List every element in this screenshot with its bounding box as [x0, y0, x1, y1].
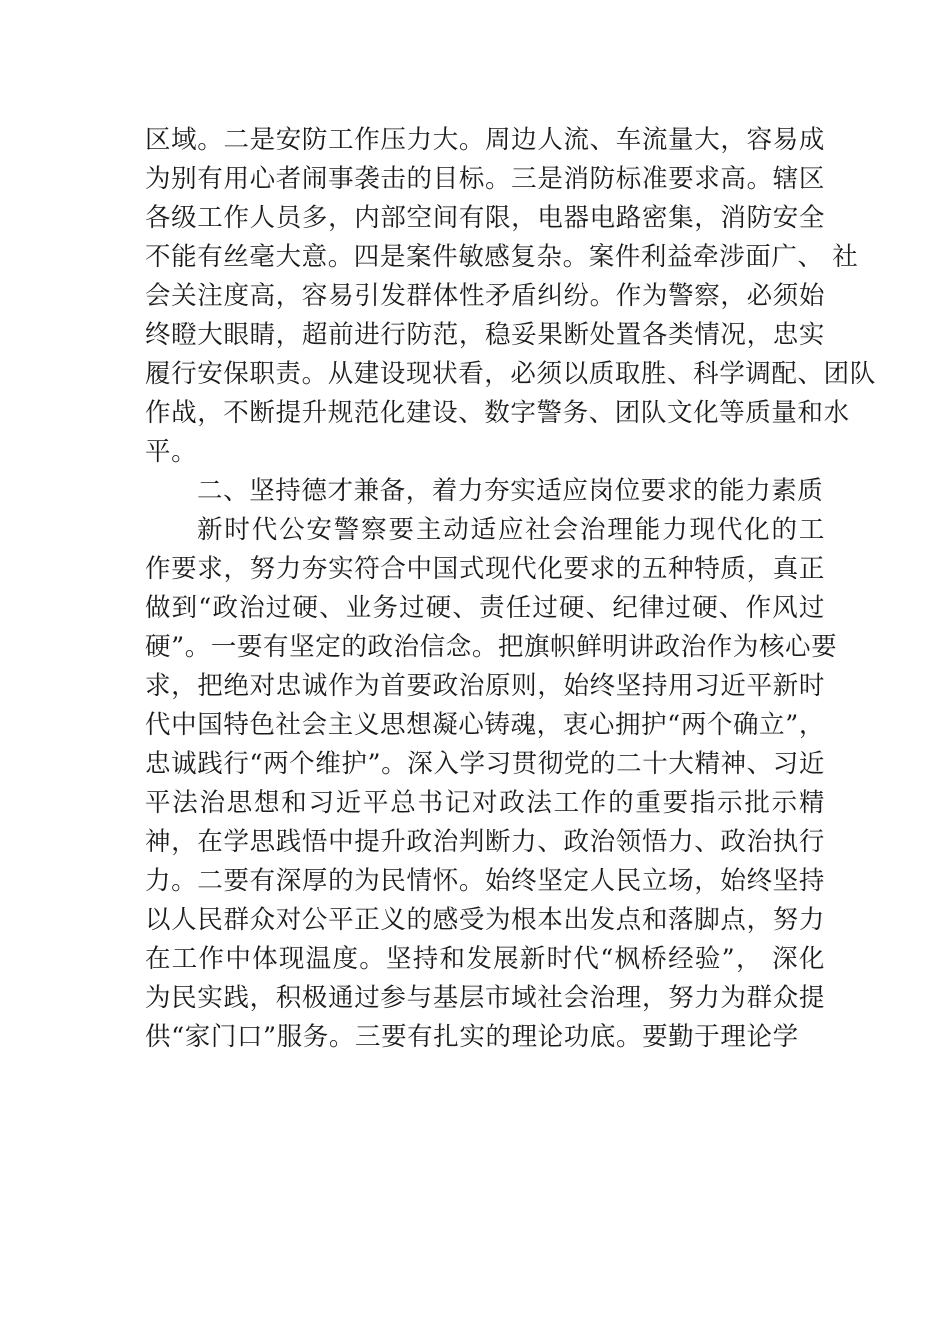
text-line: 硬”。一要有坚定的政治信念。把旗帜鲜明讲政治作为核心要 — [145, 632, 838, 662]
text-line: 为民实践，积极通过参与基层市域社会治理，努力为群众提 — [145, 983, 825, 1013]
text-line: 区域。二是安防工作压力大。周边人流、车流量大，容易成 — [145, 125, 825, 155]
text-line: 各级工作人员多，内部空间有限，电器电路密集，消防安全 — [145, 203, 825, 233]
document-body — [145, 121, 876, 1057]
text-line: 以人民群众对公平正义的感受为根本出发点和落脚点，努力 — [145, 905, 825, 935]
text-line: 神，在学思践悟中提升政治判断力、政治领悟力、政治执行 — [145, 827, 825, 857]
text-line: 作战，不断提升规范化建设、数字警务、团队文化等质量和水 — [145, 398, 850, 428]
text-line: 代中国特色社会主义思想凝心铸魂，衷心拥护“两个确立”， — [145, 710, 825, 740]
text-line: 求，把绝对忠诚作为首要政治原则，始终坚持用习近平新时 — [145, 671, 825, 701]
text-line: 供“家门口”服务。三要有扎实的理论功底。要勤于理论学 — [145, 1022, 799, 1052]
text-line: 不能有丝毫大意。四是案件敏感复杂。案件利益牵涉面广、 社 — [145, 242, 859, 272]
text-line: 力。二要有深厚的为民情怀。始终坚定人民立场，始终坚持 — [145, 866, 825, 896]
text-line: 新时代公安警察要主动适应社会治理能力现代化的工 — [197, 515, 825, 545]
text-line: 为别有用心者闹事袭击的目标。三是消防标准要求高。辖区 — [145, 164, 825, 194]
text-line: 做到“政治过硬、业务过硬、责任过硬、纪律过硬、作风过 — [145, 593, 825, 623]
text-line: 平法治思想和习近平总书记对政法工作的重要指示批示精 — [145, 788, 825, 818]
text-line: 终瞪大眼睛，超前进行防范，稳妥果断处置各类情况，忠实 — [145, 320, 825, 350]
section-heading: 二、坚持德才兼备，着力夯实适应岗位要求的能力素质 — [197, 476, 824, 506]
text-line: 履行安保职责。从建设现状看，必须以质取胜、科学调配、团队 — [145, 359, 876, 389]
text-line: 在工作中体现温度。坚持和发展新时代“枫桥经验”， 深化 — [145, 944, 825, 974]
text-line: 作要求，努力夯实符合中国式现代化要求的五种特质，真正 — [145, 554, 825, 584]
text-line: 会关注度高，容易引发群体性矛盾纠纷。作为警察，必须始 — [145, 281, 825, 311]
text-line: 忠诚践行“两个维护”。深入学习贯彻党的二十大精神、习近 — [145, 749, 825, 779]
text-line: 平。 — [145, 437, 198, 467]
